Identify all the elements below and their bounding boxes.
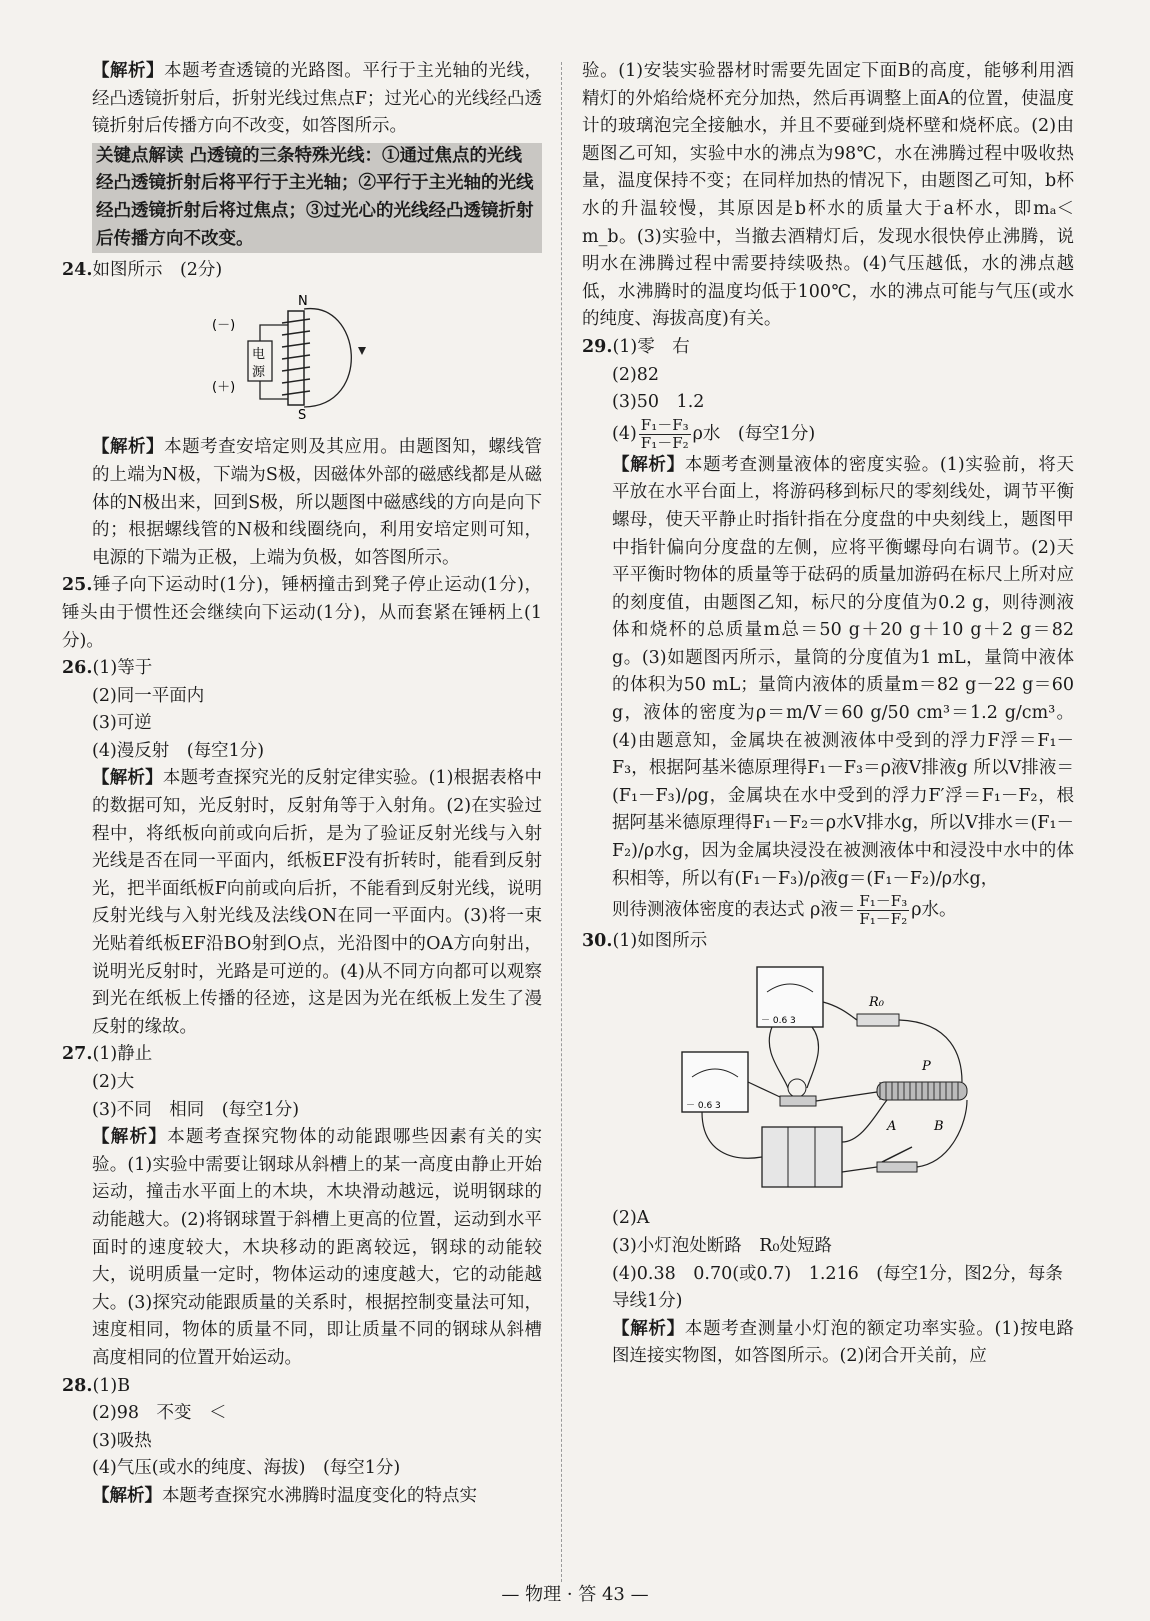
svg-text:－ 0.6 3: － 0.6 3 [761, 1015, 796, 1026]
q25-answer: 25.锤子向下运动时(1分)，锤柄撞击到凳子停止运动(1分)，锤头由于惯性还会继续向下运动(1分)，从而套紧在锤柄上(1分)。 [62, 575, 542, 651]
q29-a2: (2)82 [612, 364, 660, 385]
battery [762, 1127, 842, 1187]
q29-a4: (4) $\frac{\text{F₁－F₃}}{\text{F₁－F₂}}$ ρ水 (每空1分) [612, 415, 816, 452]
label-p: P [922, 1058, 931, 1074]
q28-analysis: 【解析】本题考查探究水沸腾时温度变化的特点实 [92, 1485, 477, 1506]
column-divider [561, 62, 562, 1582]
switch [877, 1162, 917, 1172]
q30-answer: 30.(1)如图所示 [582, 931, 708, 952]
label-a: A [887, 1118, 897, 1134]
circuit-figure [662, 962, 992, 1192]
key-point-tag: 关键点解读 [96, 145, 184, 166]
svg-text:－ 0.6 3: － 0.6 3 [686, 1100, 721, 1111]
coil-windings [282, 319, 310, 395]
q30-analysis: 【解析】本题考查测量小灯泡的额定功率实验。(1)按电路图连接实物图，如答图所示。(2)闭合开关前，应 [612, 1318, 1074, 1367]
fig-label-minus: (－) [212, 317, 236, 333]
q27-answer: 27.(1)静止 [62, 1044, 153, 1065]
q23-analysis: 【解析】本题考查透镜的光路图。平行于主光轴的光线，经凸透镜折射后，折射光线过焦点F；过光心的光线经凸透镜折射后传播方向不改变，如答图所示。 [92, 61, 543, 137]
q24-analysis: 【解析】本题考查安培定则及其应用。由题图知，螺线管的上端为N极，下端为S极，因磁体外部的磁感线都是从磁体的N极出来，回到S极，所以题图中磁感线的方向是向下的；根据螺线管的N极和线圈绕向，利用安培定则可知，电源的下端为正极，上端为负极，如答图所示。 [92, 437, 543, 568]
q30-a2: (2)A [612, 1208, 650, 1229]
q29-analysis-conclusion: 则待测液体密度的表达式 ρ液＝ $\frac{\text{F₁－F₃}}{\text{F₁－F₂}}$ ρ水。 [612, 892, 957, 929]
q26-a4: (4)漫反射 (每空1分) [92, 740, 265, 761]
analysis-tag: 【解析】 [92, 61, 165, 81]
q28-a2: (2)98 不变 ＜ [92, 1403, 227, 1424]
bulb [788, 1079, 806, 1097]
fig-label-s: S [298, 407, 307, 421]
label-r0: R₀ [869, 994, 884, 1010]
q29-fraction: $\frac{\text{F₁－F₃}}{\text{F₁－F₂}}$ [640, 415, 689, 452]
resistor-r0 [857, 1014, 899, 1026]
right-column [582, 58, 1074, 1371]
q29-analysis: 【解析】本题考查测量液体的密度实验。(1)实验前，将天平放在水平台面上，将游码移到标尺的零刻线处，调节平衡螺母，使天平静止时指针指在分度盘的中央刻线上，题图甲中指针偏向分度盘的左侧，应将平衡螺母向右调节。(2)天平平衡时物体的质量等于砝码的质量加游码在标尺上所对应的刻度值，由题图乙知，标尺的分度值为0.2 g，则待测液体和烧杯的总质量m总＝50 g＋20 g＋10 g＋2 g＝82 g。(3)如题图丙所示，量筒的分度值为1 mL，量筒中液体的体积为50 mL；量筒内液体的质量m＝82 g－22 g＝60 g，液体的密度为ρ＝m/V＝60 g/50 cm³＝1.2 g/cm³。(4)由题意知，金属块在被测液体中受到的浮力F浮＝F₁－F₃，根据阿基米德原理得F₁－F₃＝ρ液V排液g 所以V排液＝(F₁－F₃)/ρg，金属块在水中受到的浮力F′浮＝F₁－F₂，根据阿基米德原理得F₁－F₂＝ρ水V排水g，所以V排水＝(F₁－F₂)/ρ水g，因为金属块浸没在被测液体中和浸没中水中的体积相等，所以有(F₁－F₃)/ρ液g＝(F₁－F₂)/ρ水g， [612, 454, 1074, 889]
q29-a3: (3)50 1.2 [612, 392, 705, 413]
q26-a3: (3)可逆 [92, 713, 152, 734]
wires [260, 325, 288, 399]
q28-answer: 28.(1)B [62, 1375, 131, 1396]
q30-a3: (3)小灯泡处断路 R₀处短路 [612, 1236, 832, 1256]
q27-analysis: 【解析】本题考查探究物体的动能跟哪些因素有关的实验。(1)实验中需要让钢球从斜槽上的某一高度由静止开始运动，撞击水平面上的木块，木块滑动越远，说明钢球的动能越大。(2)将钢球置于斜槽上更高的位置，运动到水平面时的速度较大，木块移动的距离较远，钢球的动能较大，说明质量一定时，物体运动的速度越大，它的动能越大。(3)探究动能跟质量的关系时，根据控制变量法可知，速度相同，物体的质量不同，即让质量不同的钢球从斜槽高度相同的位置开始运动。 [92, 1127, 542, 1368]
power-source-label-2: 源 [252, 364, 266, 380]
q26-a2: (2)同一平面内 [92, 685, 205, 706]
q27-a3: (3)不同 相同 (每空1分) [92, 1099, 300, 1120]
q28-analysis-continued: 验。(1)安装实验器材时需要先固定下面B的高度，能够利用酒精灯的外焰给烧杯充分加热，然后再调整上面A的位置，使温度计的玻璃泡完全接触水，并且不要碰到烧杯壁和烧杯底。(2)由题图乙可知，实验中水的沸点为98℃，水在沸腾过程中吸收热量，温度保持不变；在同样加热的情况下，由题图乙可知，b杯水的升温较慢，其原因是b杯水的质量大于a杯水，即mₐ＜m_b。(3)实验中，当撤去酒精灯后，发现水很快停止沸腾，说明水在沸腾过程中需要持续吸热。(4)气压越低，水的沸点越低，水沸腾时的温度均低于100℃，水的沸点可能与气压(或水的纯度、海拔高度)有关。 [582, 61, 1074, 330]
field-line [304, 308, 351, 406]
field-arrow [358, 347, 366, 355]
q28-a4: (4)气压(或水的纯度、海拔) (每空1分) [92, 1458, 401, 1479]
left-column [62, 58, 542, 1511]
q29-answer: 29.(1)零 右 [582, 336, 690, 357]
q26-analysis: 【解析】本题考查探究光的反射定律实验。(1)根据表格中的数据可知，光反射时，反射角等于入射角。(2)在实验过程中，将纸板向前或向后折，是为了验证反射光线与入射光线是否在同一平面内，纸板EF没有折转时，能看到反射光，把半面纸板F向前或向后折，不能看到反射光线，说明反射光线与入射光线及法线ON在同一平面内。(3)将一束光贴着纸板EF沿BO射到O点，光沿图中的OA方向射出，说明光反射时，光路是可逆的。(4)从不同方向都可以观察到光在纸板上传播的径迹，这是因为光在纸板上发生了漫反射的缘故。 [92, 768, 542, 1037]
q24-answer: 24.如图所示 (2分) [62, 260, 223, 281]
power-source-label-1: 电 [252, 346, 266, 362]
q27-a2: (2)大 [92, 1072, 135, 1092]
solenoid-figure [212, 291, 402, 421]
fig-label-plus: (＋) [212, 379, 236, 395]
fig-label-n: N [298, 293, 308, 309]
label-b: B [934, 1118, 944, 1134]
q30-a4: (4)0.38 0.70(或0.7) 1.216 (每空1分，图2分，每条导线1分) [612, 1263, 1063, 1312]
q26-answer: 26.(1)等于 [62, 658, 153, 679]
page-footer: — 物理 · 答 43 — [501, 1584, 649, 1605]
key-point-box: 关键点解读 凸透镜的三条特殊光线：①通过焦点的光线经凸透镜折射后将平行于主光轴；②平行于主光轴的光线经凸透镜折射后将过焦点；③过光心的光线经凸透镜折射后传播方向不改变。 [92, 143, 542, 253]
q28-a3: (3)吸热 [92, 1430, 152, 1451]
